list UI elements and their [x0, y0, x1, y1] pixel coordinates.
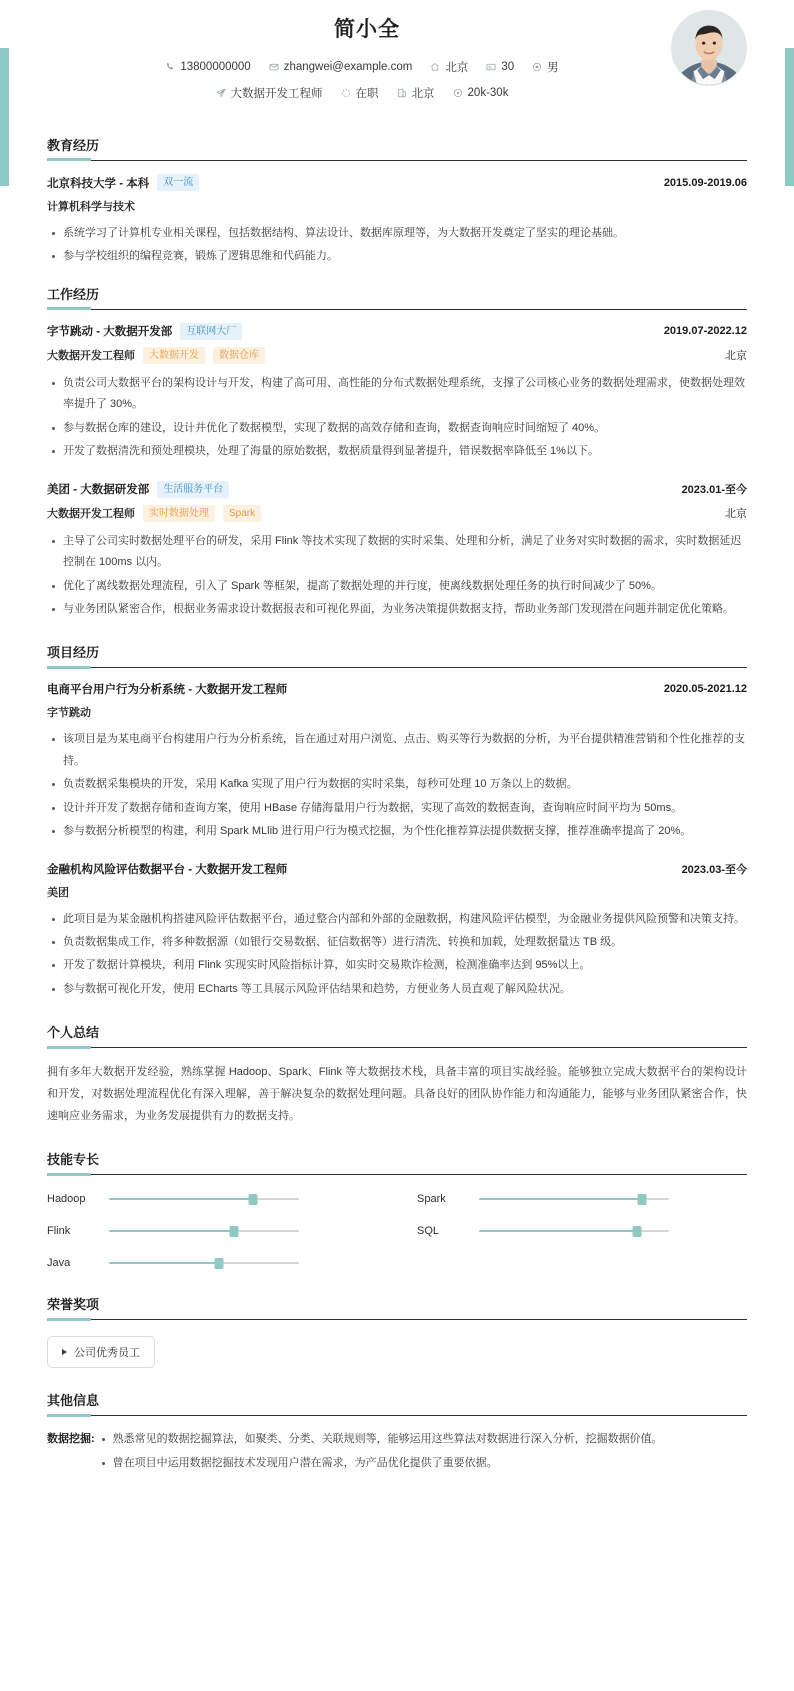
building-icon	[397, 88, 407, 98]
section-title-projects: 项目经历	[47, 642, 747, 668]
entry-left	[47, 174, 199, 191]
company-name: 美团 - 大数据研发部	[47, 484, 150, 497]
job-salary-item	[453, 87, 509, 99]
list-item: 参与数据可视化开发，使用 ECharts 等工具展示风险评估结果和趋势，方便业务人员直观了解风险状况。	[63, 979, 747, 1000]
job-meta-row	[47, 85, 747, 101]
project-company: 字节跳动	[47, 707, 91, 720]
section-work	[47, 284, 747, 621]
list-item: 负责公司大数据平台的架构设计与开发，构建了高可用、高性能的分布式数据处理系统，支撑了公司核心业务的数据处理需求，使数据处理效率提升了 30%。	[63, 373, 747, 416]
other-group	[47, 1429, 747, 1476]
work-role: 大数据开发工程师	[47, 350, 135, 363]
summary-text: 拥有多年大数据开发经验，熟练掌握 Hadoop、Spark、Flink 等大数据技术栈，具备丰富的项目实战经验。能够独立完成大数据平台的架构设计和开发，对数据处理流程优化有深入理解，善于解决复杂的数据处理问题。具备良好的团队协作能力和沟通能力，能够与业务团队紧密合作，快速响应业务需求，为业务发展提供有力的数据支持。	[47, 1066, 747, 1123]
role-tag: Spark	[223, 505, 261, 522]
coin-icon	[453, 88, 463, 98]
phone-icon	[165, 62, 175, 72]
project-company: 美团	[47, 886, 69, 899]
role-tag: 实时数据处理	[143, 505, 215, 522]
role-tag: 大数据开发	[143, 347, 205, 364]
entry-left	[47, 505, 261, 522]
education-bullets	[47, 223, 747, 268]
skill-row-flink	[47, 1224, 377, 1238]
project-entry	[47, 681, 747, 842]
skill-label: SQL	[417, 1225, 440, 1238]
page-title: 简小全	[334, 18, 400, 41]
school-name: 北京科技大学 - 本科	[47, 177, 150, 190]
role-tag: 数据仓库	[213, 347, 265, 364]
section-awards	[47, 1294, 747, 1368]
contact-phone	[165, 61, 250, 73]
job-status-text: 在职	[355, 88, 379, 100]
entry-left	[47, 323, 242, 340]
skill-row-sql	[417, 1224, 747, 1238]
avatar-photo	[672, 11, 746, 85]
slider-fill	[109, 1262, 219, 1264]
job-salary-text: 20k-30k	[467, 87, 509, 99]
entry-header-line	[47, 861, 747, 877]
list-item: 参与数据仓库的建设，设计并优化了数据模型，实现了数据的高效存储和查询，数据查询响应时间缩短了 40%。	[63, 418, 747, 439]
work-date: 2019.07-2022.12	[663, 325, 747, 338]
contact-age	[486, 61, 514, 73]
contact-city-text: 北京	[445, 62, 469, 74]
skill-label: Java	[47, 1257, 71, 1270]
list-item: 曾在项目中运用数据挖掘技术发现用户潜在需求，为产品优化提供了重要依据。	[113, 1453, 747, 1474]
section-title-education: 教育经历	[47, 135, 747, 161]
skill-row-java	[47, 1256, 377, 1270]
education-major: 计算机科学与技术	[47, 201, 135, 213]
work-bullets	[47, 373, 747, 463]
skill-label: Hadoop	[47, 1193, 86, 1206]
caret-right-icon	[62, 1349, 67, 1355]
slider-knob[interactable]	[632, 1226, 641, 1237]
company-tag: 互联网大厂	[180, 323, 242, 340]
entry-role-line	[47, 505, 747, 522]
entry-left	[47, 347, 265, 364]
entry-header-line	[47, 174, 747, 191]
skill-slider[interactable]	[479, 1224, 669, 1238]
section-title-other: 其他信息	[47, 1390, 747, 1416]
status-circle-icon	[341, 88, 351, 98]
project-name: 电商平台用户行为分析系统 - 大数据开发工程师	[47, 684, 288, 697]
id-card-icon	[486, 62, 496, 72]
work-location: 北京	[725, 508, 747, 521]
contact-email	[269, 61, 413, 73]
contact-gender-text: 男	[547, 62, 559, 74]
work-entry	[47, 323, 747, 463]
entry-header-line	[47, 681, 747, 697]
slider-knob[interactable]	[215, 1258, 224, 1269]
skill-row-hadoop	[47, 1192, 377, 1206]
list-item: 负责数据集成工作，将多种数据源（如银行交易数据、征信数据等）进行清洗、转换和加载，处理数据量达 TB 级。	[63, 932, 747, 953]
contact-age-text: 30	[501, 61, 515, 73]
list-item: 设计并开发了数据存储和查询方案，使用 HBase 存储海量用户行为数据，实现了高效的数据查询，查询响应时间平均为 50ms。	[63, 798, 747, 819]
entry-header-line	[47, 481, 747, 498]
list-item: 参与数据分析模型的构建，利用 Spark MLlib 进行用户行为模式挖掘，为个性化推荐算法提供数据支撑，推荐准确率提高了 20%。	[63, 821, 747, 842]
skill-slider[interactable]	[479, 1192, 669, 1206]
job-title-text: 大数据开发工程师	[230, 88, 323, 100]
contact-city	[430, 59, 468, 75]
job-title-item	[216, 85, 323, 101]
list-item: 熟悉常见的数据挖掘算法，如聚类、分类、关联规则等，能够运用这些算法对数据进行深入分析，挖掘数据价值。	[113, 1429, 747, 1450]
list-item: 与业务团队紧密合作，根据业务需求设计数据报表和可视化界面，为业务决策提供数据支持，帮助业务部门发现潜在问题并制定优化策略。	[63, 599, 747, 620]
section-title-skills: 技能专长	[47, 1149, 747, 1175]
list-item: 主导了公司实时数据处理平台的研发，采用 Flink 等技术实现了数据的实时采集、处理和分析，满足了业务对实时数据的需求，实时数据延迟控制在 100ms 以内。	[63, 531, 747, 574]
slider-fill	[109, 1198, 253, 1200]
company-name: 字节跳动 - 大数据开发部	[47, 326, 173, 339]
contact-email-text: zhangwei@example.com	[283, 61, 413, 73]
slider-fill	[109, 1230, 234, 1232]
paper-plane-icon	[216, 88, 226, 98]
other-group-body	[95, 1429, 747, 1476]
resume-header	[47, 0, 747, 119]
section-summary	[47, 1022, 747, 1127]
skill-slider[interactable]	[109, 1256, 299, 1270]
section-title-awards: 荣誉奖项	[47, 1294, 747, 1320]
slider-fill	[479, 1198, 642, 1200]
contact-gender	[532, 59, 559, 75]
project-date: 2023.03-至今	[681, 863, 747, 876]
list-item: 该项目是为某电商平台构建用户行为分析系统，旨在通过对用户浏览、点击、购买等行为数据的分析，为平台提供精准营销和个性化推荐的支持。	[63, 729, 747, 772]
slider-fill	[479, 1230, 637, 1232]
list-item: 系统学习了计算机专业相关课程，包括数据结构、算法设计、数据库原理等，为大数据开发奠定了坚实的理论基础。	[63, 223, 747, 244]
section-title-summary: 个人总结	[47, 1022, 747, 1048]
gender-icon	[532, 62, 542, 72]
list-item: 负责数据采集模块的开发，采用 Kafka 实现了用户行为数据的实时采集，每秒可处理 10 万条以上的数据。	[63, 774, 747, 795]
work-bullets	[47, 531, 747, 621]
work-date: 2023.01-至今	[681, 484, 747, 497]
job-status-item	[341, 85, 379, 101]
other-bullets	[95, 1429, 747, 1474]
project-bullets	[47, 729, 747, 842]
school-tag: 双一流	[157, 174, 199, 191]
work-location: 北京	[725, 350, 747, 363]
entry-role-line	[47, 347, 747, 364]
skill-slider[interactable]	[109, 1224, 299, 1238]
award-list	[47, 1333, 747, 1368]
section-projects	[47, 642, 747, 1000]
skill-slider[interactable]	[109, 1192, 299, 1206]
job-city-text: 北京	[411, 88, 435, 100]
skill-label: Spark	[417, 1193, 446, 1206]
award-label: 公司优秀员工	[74, 1347, 140, 1360]
contact-phone-text: 13800000000	[180, 61, 251, 73]
project-entry	[47, 861, 747, 1001]
accent-bar-left	[0, 48, 9, 186]
slider-knob[interactable]	[638, 1194, 647, 1205]
slider-knob[interactable]	[249, 1194, 258, 1205]
list-item: 开发了数据计算模块，利用 Flink 实现实时风险指标计算，如实时交易欺诈检测，检测准确率达到 95%以上。	[63, 955, 747, 976]
skill-label: Flink	[47, 1225, 71, 1238]
section-skills	[47, 1149, 747, 1270]
project-name: 金融机构风险评估数据平台 - 大数据开发工程师	[47, 863, 288, 876]
mail-icon	[269, 62, 279, 72]
education-date: 2015.09-2019.06	[663, 176, 747, 189]
list-item: 参与学校组织的编程竞赛，锻炼了逻辑思维和代码能力。	[63, 246, 747, 267]
contact-row	[47, 59, 747, 75]
job-city-item	[397, 85, 435, 101]
entry-left	[47, 861, 287, 877]
skills-grid	[47, 1188, 747, 1270]
slider-knob[interactable]	[230, 1226, 239, 1237]
work-role: 大数据开发工程师	[47, 508, 135, 521]
project-bullets	[47, 909, 747, 1001]
list-item: 此项目是为某金融机构搭建风险评估数据平台，通过整合内部和外部的金融数据，构建风险评估模型，为金融业务提供风险预警和决策支持。	[63, 909, 747, 930]
list-item: 开发了数据清洗和预处理模块，处理了海量的原始数据，数据质量得到显著提升，错误数据率降低至 1%以下。	[63, 441, 747, 462]
accent-bar-right	[785, 48, 794, 186]
project-date: 2020.05-2021.12	[663, 683, 747, 696]
home-icon	[430, 62, 440, 72]
company-tag: 生活服务平台	[157, 481, 229, 498]
education-entry	[47, 174, 747, 268]
other-group-label: 数据挖掘:	[47, 1433, 95, 1446]
list-item: 优化了离线数据处理流程，引入了 Spark 等框架，提高了数据处理的并行度，使离线数据处理任务的执行时间减少了 50%。	[63, 576, 747, 597]
entry-left	[47, 681, 287, 697]
avatar	[671, 10, 747, 86]
award-item[interactable]	[47, 1336, 155, 1368]
entry-left	[47, 481, 229, 498]
section-education	[47, 135, 747, 268]
section-title-work: 工作经历	[47, 284, 747, 310]
work-entry	[47, 481, 747, 621]
skill-row-spark	[417, 1192, 747, 1206]
entry-header-line	[47, 323, 747, 340]
section-other	[47, 1390, 747, 1476]
